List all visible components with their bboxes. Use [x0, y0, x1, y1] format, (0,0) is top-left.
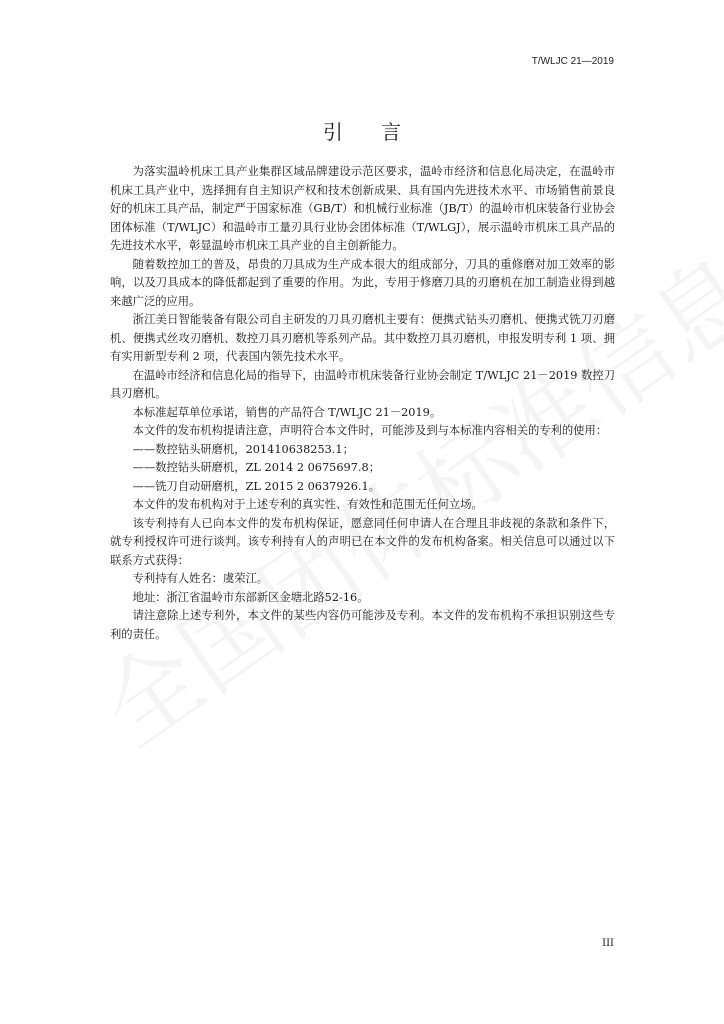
- paragraph: 本标准起草单位承诺，销售的产品符合 T/WLJC 21－2019。: [132, 405, 442, 419]
- paragraph: 请注意除上述专利外，本文件的某些内容仍可能涉及专利。本文件的发布机构不承担识别这些专利的责任。: [110, 609, 615, 641]
- patent-list-item: ——数控钻头研磨机，201410638253.1；: [132, 442, 354, 456]
- document-body: [110, 163, 615, 644]
- paragraph: 地址：浙江省温岭市东部新区金塘北路52-16。: [132, 590, 369, 604]
- paragraph: 浙江美日智能装备有限公司自主研发的刀具刃磨机主要有：便携式钻头刃磨机、便携式铣刀刃磨机、便携式丝攻刃磨机、数控刀具刃磨机等系列产品。其中数控刀具刃磨机，申报发明专利 1 项、拥有实用新型专利 2 项，代表国内领先技术水平。: [110, 313, 615, 363]
- paragraph: 本文件的发布机构提请注意，声明符合本文件时，可能涉及到与本标准内容相关的专利的使用：: [132, 424, 608, 437]
- paragraph: 为落实温岭机床工具产业集群区域品牌建设示范区要求，温岭市经济和信息化局决定，在温岭市机床工具产业中，选择拥有自主知识产权和技术创新成果、具有国内先进技术水平、市场销售前景良好的机床工具产品，制定严于国家标准（GB/T）和机械行业标准（JB/T）的温岭市机床装备行业协会团体标准（T/WLJC）和温岭市工量刃具行业协会团体标准（T/WLGJ），展示温岭市机床工具产品的先进技术水平，彰显温岭市机床工具产业的自主创新能力。: [110, 165, 615, 252]
- paragraph: 本文件的发布机构对于上述专利的真实性、有效性和范围无任何立场。: [132, 498, 483, 511]
- page-number: III: [602, 938, 614, 949]
- patent-list-item: ——数控钻头研磨机，ZL 2014 2 0675697.8；: [132, 461, 381, 474]
- document-code: T/WLJC 21—2019: [531, 56, 614, 67]
- paragraph: 随着数控加工的普及，昂贵的刀具成为生产成本很大的组成部分，刀具的重修磨对加工效率的影响，以及刀具成本的降低都起到了重要的作用。为此，专用于修磨刀具的刃磨机在加工制造业得到越来越广泛的应用。: [110, 257, 615, 308]
- paragraph: 专利持有人姓名：虞荣江。: [132, 572, 269, 585]
- patent-list-item: ——铣刀自动研磨机，ZL 2015 2 0637926.1。: [132, 479, 381, 493]
- paragraph: 在温岭市经济和信息化局的指导下，由温岭市机床装备行业协会制定 T/WLJC 21－2019 数控刀具刃磨机。: [110, 368, 615, 400]
- page-title: 引 言: [322, 120, 418, 144]
- paragraph: 该专利持有人已向本文件的发布机构保证，愿意同任何申请人在合理且非歧视的条款和条件下，就专利授权许可进行谈判。该专利持有人的声明已在本文件的发布机构备案。相关信息可以通过以下联系方式获得：: [110, 516, 615, 567]
